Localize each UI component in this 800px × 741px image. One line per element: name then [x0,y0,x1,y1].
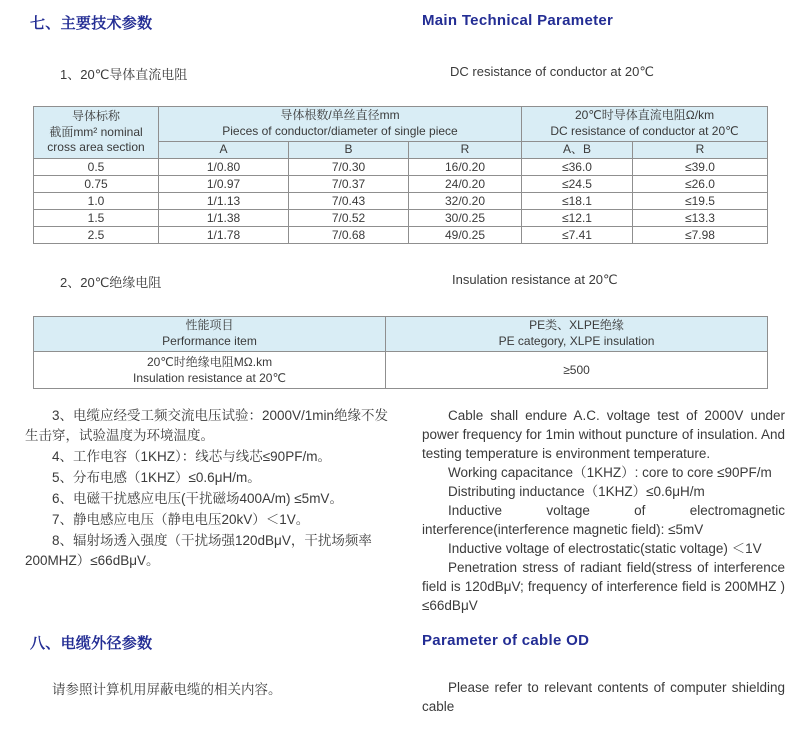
cell: 7/0.43 [289,193,409,210]
header-line-zh: 导体根数/单丝直径mm [280,108,400,123]
cell: 2.5 [34,227,159,244]
cell: 0.75 [34,176,159,193]
header-line-zh: 20℃时导体直流电阻Ω/km [574,108,715,123]
header-pe-xlpe [386,317,768,352]
note-zh-6: 6、电磁干扰感应电压(干扰磁场400A/m) ≤5mV。 [52,491,343,506]
table-row [34,176,768,193]
notes-column-zh [25,406,395,572]
subcol-ab: A、B [522,142,633,159]
subcol-a: A [159,142,289,159]
cell: 24/0.20 [409,176,522,193]
cell: 1/1.38 [159,210,289,227]
header-dc-resistance-group [522,107,768,142]
cell: 1/1.78 [159,227,289,244]
table-row [34,159,768,176]
subcol-b: B [289,142,409,159]
insulation-resistance-label [34,352,386,389]
note-en-3: Cable shall endure A.C. voltage test of 2000V under power frequency for 1min without puncture of insulation. And testing temperature is environment temperature. [422,408,785,461]
note-en-5: Distributing inductance（1KHZ）≤0.6μH/m [448,484,705,499]
cell: 0.5 [34,159,159,176]
cell: 1/0.80 [159,159,289,176]
insulation-resistance-subtitle-en: Insulation resistance at 20℃ [452,272,618,287]
cell: 1.0 [34,193,159,210]
cell-line-zh: 20℃时绝缘电阻MΩ.km [146,354,273,369]
cell: ≤13.3 [633,210,768,227]
cell: ≤39.0 [633,159,768,176]
subcol-r2: R [633,142,768,159]
dc-resistance-subtitle-en: DC resistance of conductor at 20℃ [450,64,654,79]
cell: ≤19.5 [633,193,768,210]
note-en-4: Working capacitance（1KHZ）: core to core ≤90PF/m [448,465,772,480]
note-zh-4: 4、工作电容（1KHZ）：线芯与线芯≤90PF/m。 [52,449,331,464]
note-zh-5: 5、分布电感（1KHZ）≤0.6μH/m。 [52,470,261,485]
cell: ≤24.5 [522,176,633,193]
section8-body-zh: 请参照计算机用屏蔽电缆的相关内容。 [52,682,282,697]
header-line: cross area section [47,140,145,155]
header-pieces-diameter-group [159,107,522,142]
cell: 16/0.20 [409,159,522,176]
cell: 30/0.25 [409,210,522,227]
cell: ≤36.0 [522,159,633,176]
header-line: 导体标称 [71,108,120,123]
cell: 1.5 [34,210,159,227]
subcol-r: R [409,142,522,159]
note-en-7: Inductive voltage of electrostatic(static voltage) ＜1V [448,541,762,556]
header-line-zh: PE类、XLPE绝缘 [529,318,624,333]
insulation-resistance-value: ≥500 [386,352,768,389]
note-zh-3: 3、电缆应经受工频交流电压试验：2000V/1min绝缘不发生击穿，试验温度为环境温度。 [25,408,389,443]
notes-column-en [422,406,785,615]
section8-body-zh-wrap [25,678,395,698]
cell-line-en: Insulation resistance at 20℃ [133,371,286,385]
dc-resistance-subtitle-zh: 1、20℃导体直流电阻 [60,67,188,82]
section8-body-en: Please refer to relevant contents of computer shielding cable [422,680,785,714]
table-row [34,227,768,244]
header-line-en: PE category, XLPE insulation [498,334,655,348]
header-line-zh: 性能项目 [185,318,234,333]
section8-body-en-wrap [422,678,785,716]
note-en-8: Penetration stress of radiant field(stress of interference field is 120dBμV; frequency of interference field is 200MHZ ) ≤66dBμV [422,560,785,613]
table-row [34,210,768,227]
header-performance-item [34,317,386,352]
header-line: 截面mm² nominal [49,124,143,139]
note-zh-8: 8、辐射场透入强度（干扰场强120dBμV，干扰场频率200MHZ）≤66dBμV。 [25,533,372,568]
cell: 32/0.20 [409,193,522,210]
header-line-en: DC resistance of conductor at 20℃ [550,124,739,138]
header-line-en: Pieces of conductor/diameter of single piece [222,124,458,138]
note-zh-7: 7、静电感应电压（静电电压20kV）＜1V。 [52,512,310,527]
section7-title-en: Main Technical Parameter [422,12,614,29]
dc-resistance-table [33,106,768,244]
cell: 7/0.30 [289,159,409,176]
cell: 7/0.68 [289,227,409,244]
cell: 1/0.97 [159,176,289,193]
cell: ≤7.41 [522,227,633,244]
table-row [34,352,768,389]
insulation-resistance-subtitle-zh: 2、20℃绝缘电阻 [60,275,162,290]
cell: ≤7.98 [633,227,768,244]
cell: 7/0.37 [289,176,409,193]
section8-title-en: Parameter of cable OD [422,632,590,649]
cell: 7/0.52 [289,210,409,227]
cell: 49/0.25 [409,227,522,244]
cell: ≤26.0 [633,176,768,193]
note-en-6: Inductive voltage of electromagnetic interference(interference magnetic field): ≤5mV [422,503,785,537]
header-line-en: Performance item [162,334,257,348]
section7-title-zh: 七、主要技术参数 [30,15,153,32]
header-nominal-cross-section [34,107,159,159]
cell: 1/1.13 [159,193,289,210]
section8-title-zh: 八、电缆外径参数 [30,635,153,652]
cell: ≤12.1 [522,210,633,227]
insulation-resistance-table [33,316,768,389]
cell: ≤18.1 [522,193,633,210]
table-row [34,193,768,210]
